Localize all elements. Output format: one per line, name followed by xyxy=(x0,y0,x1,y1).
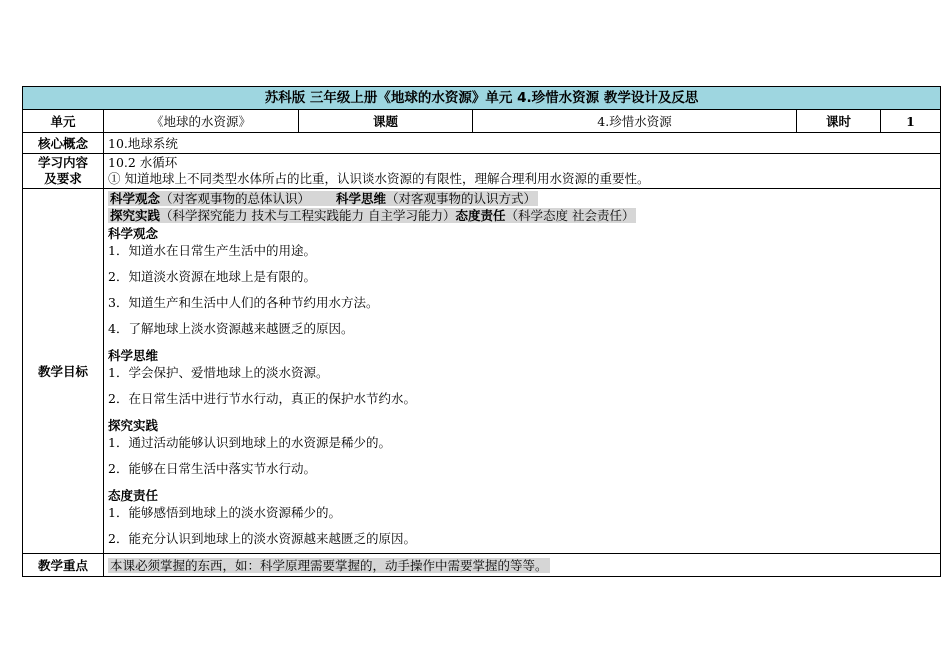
learning-content-label-line2: 及要求 xyxy=(44,171,82,186)
objective-item: 2．能够在日常生活中落实节水行动。 xyxy=(108,461,316,476)
objective-item: 1．能够感悟到地球上的淡水资源稀少的。 xyxy=(108,505,341,520)
learning-content-label xyxy=(23,154,104,189)
period-label: 课时 xyxy=(797,110,881,133)
objective-item: 1．学会保护、爱惜地球上的淡水资源。 xyxy=(108,365,329,380)
objectives-content xyxy=(104,189,941,554)
objective-item: 2．知道淡水资源在地球上是有限的。 xyxy=(108,269,316,284)
guide-band-2 xyxy=(108,208,636,223)
lesson-plan-table xyxy=(22,86,941,577)
key-points-cell xyxy=(104,554,941,577)
guide-inquiry-note: （科学探究能力 技术与工程实践能力 自主学习能力） xyxy=(160,208,456,223)
guide-science-concept-note: （对客观事物的总体认识） xyxy=(160,191,311,206)
objective-item: 4．了解地球上淡水资源越来越匮乏的原因。 xyxy=(108,321,354,336)
learning-content-line1: 10.2 水循环 xyxy=(108,155,178,170)
core-concept-label: 核心概念 xyxy=(23,133,104,154)
objective-item: 3．知道生产和生活中人们的各种节约用水方法。 xyxy=(108,295,379,310)
period-value: 1 xyxy=(881,110,941,133)
objective-section-title: 科学思维 xyxy=(108,348,159,363)
core-concept-value: 10.地球系统 xyxy=(104,133,941,154)
objective-section-title: 探究实践 xyxy=(108,418,159,433)
learning-content-value xyxy=(104,154,941,189)
guide-science-concept-title: 科学观念 xyxy=(110,191,161,206)
objective-item: 1．知道水在日常生产生活中的用途。 xyxy=(108,243,316,258)
guide-inquiry-title: 探究实践 xyxy=(110,208,161,223)
guide-attitude-note: （科学态度 社会责任） xyxy=(505,208,635,223)
objective-section-title: 态度责任 xyxy=(108,488,159,503)
lesson-value: 4.珍惜水资源 xyxy=(473,110,797,133)
unit-label: 单元 xyxy=(23,110,104,133)
objective-item: 2．在日常生活中进行节水行动，真正的保护水节约水。 xyxy=(108,391,416,406)
key-points-label: 教学重点 xyxy=(23,554,104,577)
objective-item: 1．通过活动能够认识到地球上的水资源是稀少的。 xyxy=(108,435,391,450)
learning-content-line2: ① 知道地球上不同类型水体所占的比重，认识谈水资源的有限性，理解合理利用水资源的重要性。 xyxy=(108,171,650,186)
key-points-value: 本课必须掌握的东西，如：科学原理需要掌握的，动手操作中需要掌握的等等。 xyxy=(110,557,548,573)
learning-content-label-line1: 学习内容 xyxy=(37,155,88,170)
objective-item: 2．能充分认识到地球上的淡水资源越来越匮乏的原因。 xyxy=(108,531,416,546)
guide-science-thinking-title: 科学思维 xyxy=(336,191,387,206)
guide-science-thinking-note: （对客观事物的认识方式） xyxy=(386,191,537,206)
guide-attitude-title: 态度责任 xyxy=(455,208,506,223)
lesson-label: 课题 xyxy=(299,110,473,133)
unit-value: 《地球的水资源》 xyxy=(104,110,299,133)
document-title: 苏科版 三年级上册《地球的水资源》单元 4.珍惜水资源 教学设计及反思 xyxy=(23,87,941,110)
objectives-label: 教学目标 xyxy=(23,189,104,554)
guide-row-2 xyxy=(108,207,936,224)
objective-section-title: 科学观念 xyxy=(108,226,159,241)
guide-band-1 xyxy=(108,191,538,206)
guide-row-1 xyxy=(108,190,936,207)
